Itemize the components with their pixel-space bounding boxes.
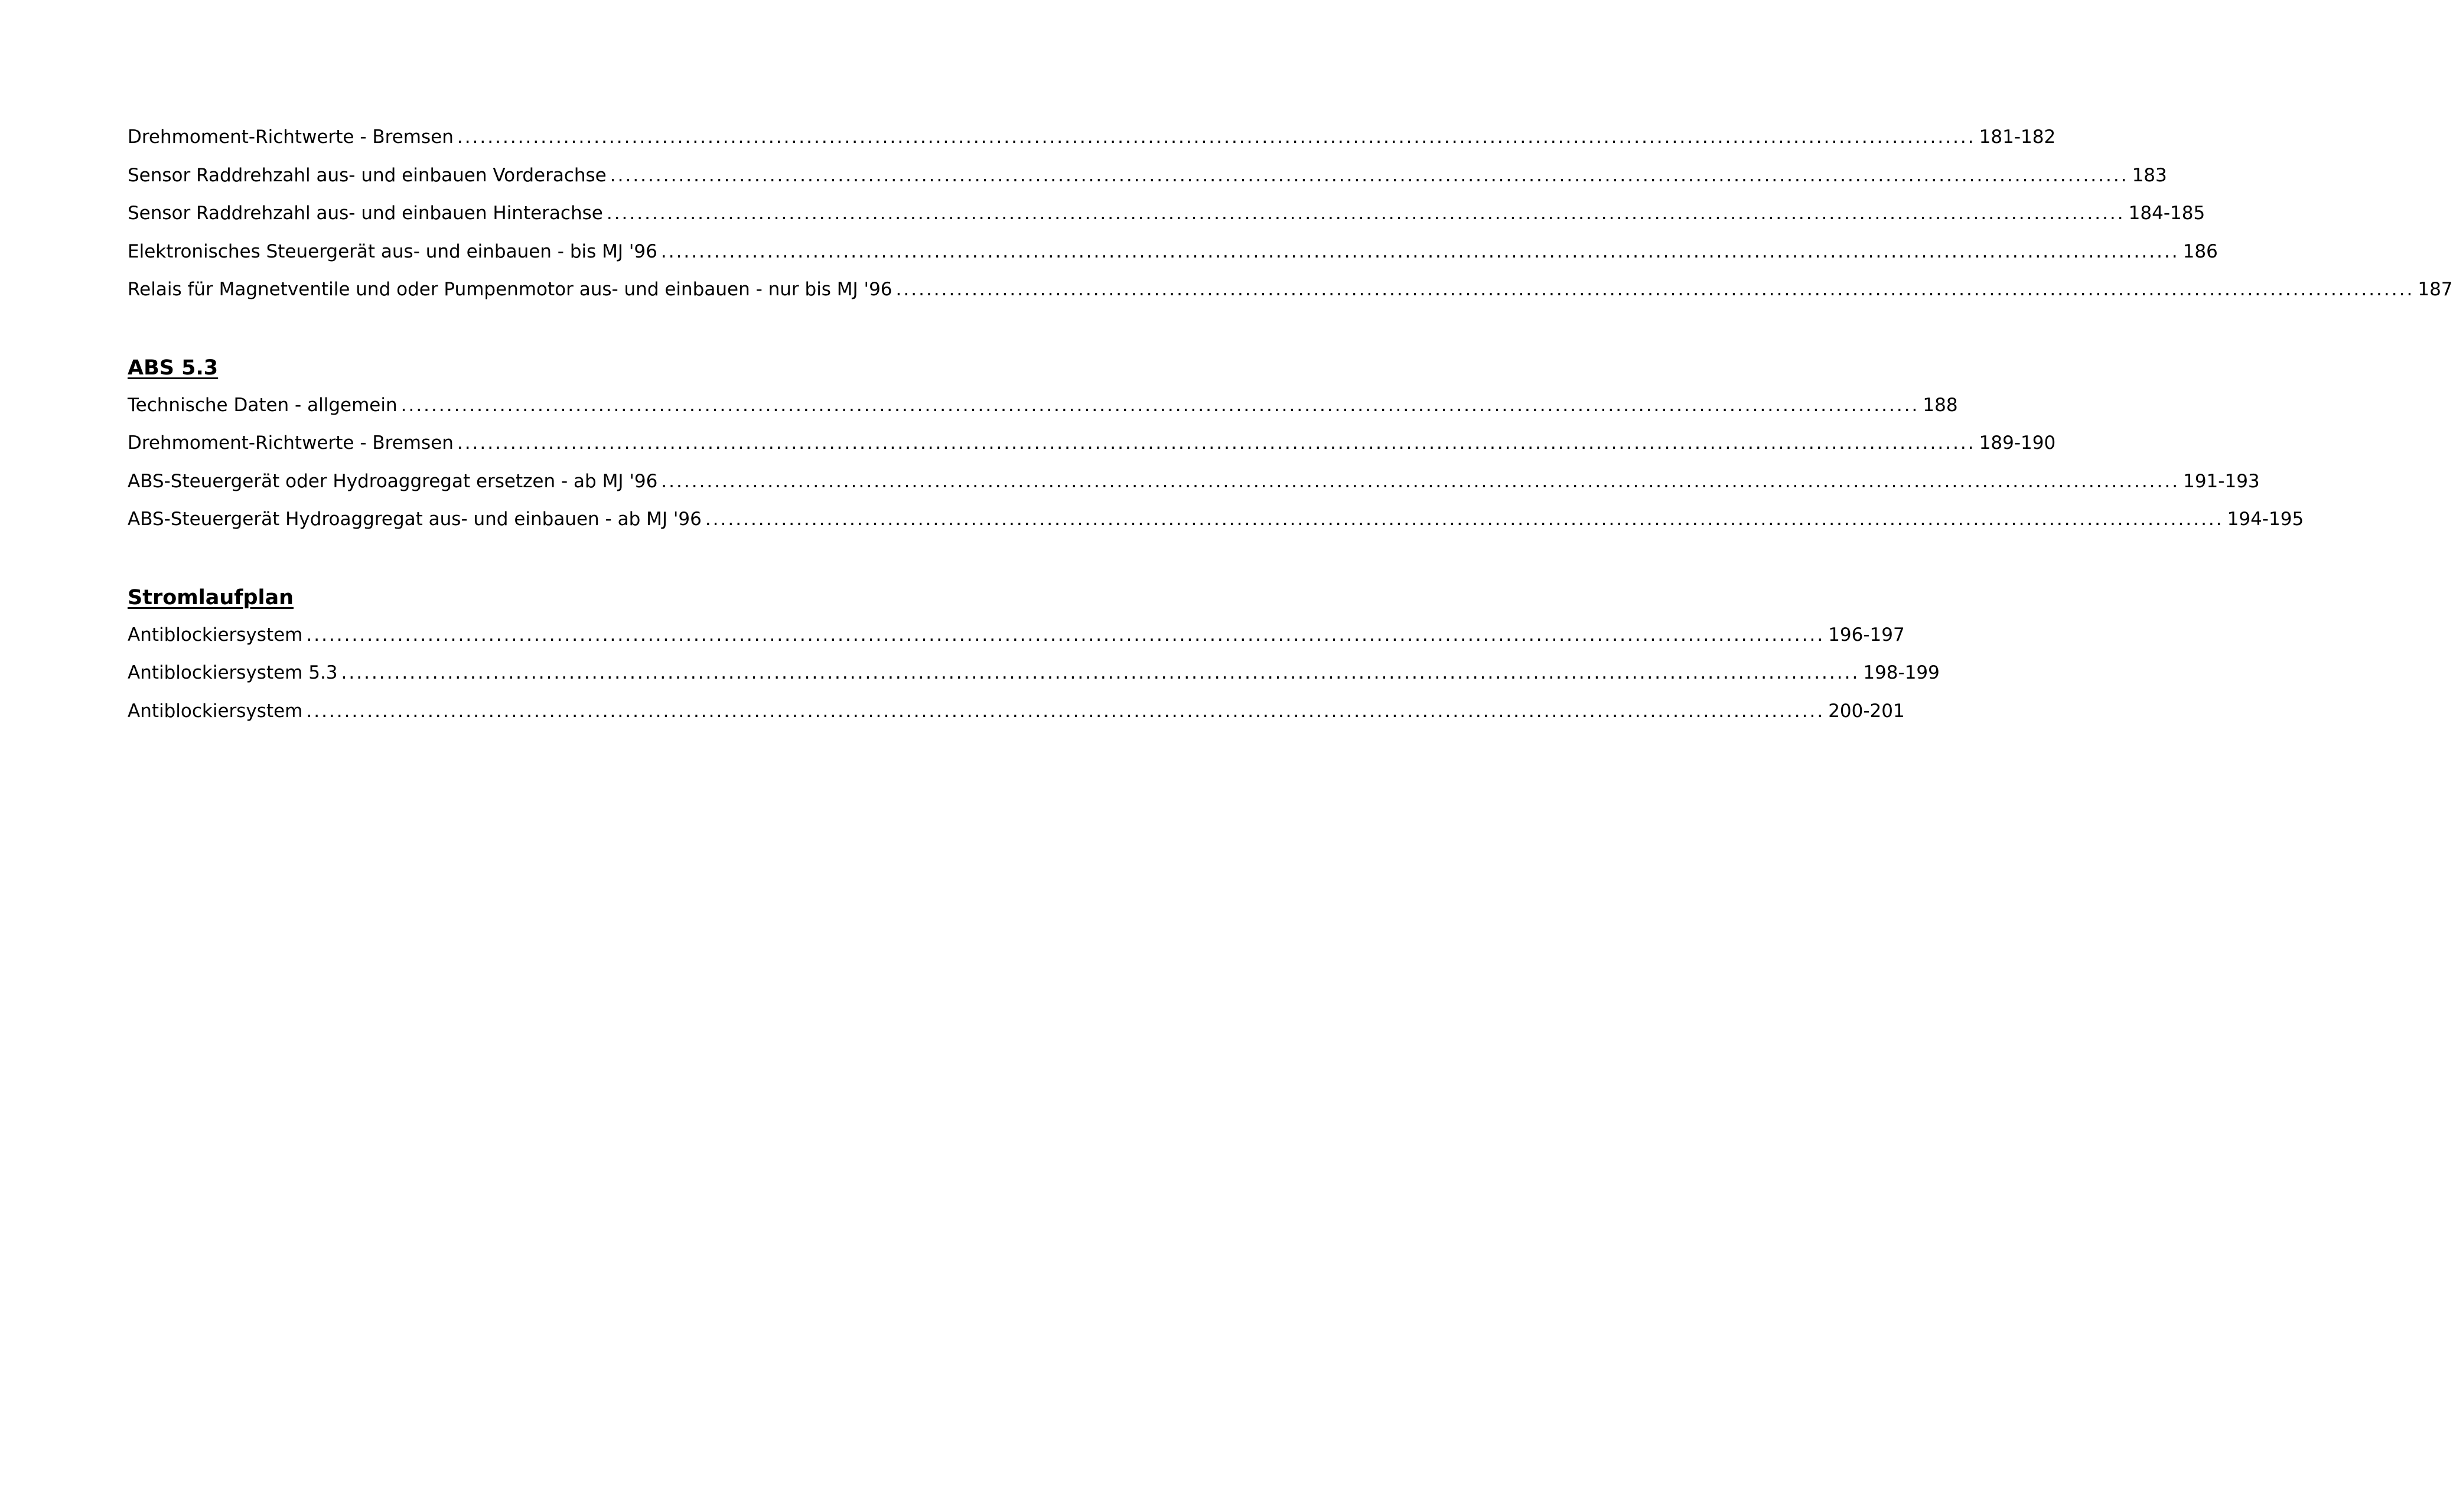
- leader-dots: ........................................................................................................................................................................................................: [705, 509, 2224, 530]
- toc-entry-page: 189-190: [1979, 432, 2056, 454]
- table-of-contents: [128, 124, 2453, 736]
- toc-entry-title: Elektronisches Steuergerät aus- und einbauen - bis MJ '96: [128, 240, 657, 262]
- toc-entry-page: 187: [2418, 279, 2453, 300]
- toc-entry[interactable]: [128, 124, 2056, 162]
- toc-entry[interactable]: [128, 200, 2206, 239]
- toc-entry[interactable]: [128, 276, 2453, 315]
- toc-entry[interactable]: [128, 698, 1905, 737]
- toc-entry-page: 198-199: [1863, 662, 1940, 683]
- toc-entry-page: 186: [2182, 240, 2218, 262]
- toc-entry-page: 191-193: [2183, 470, 2260, 492]
- toc-entry-title: Relais für Magnetventile und oder Pumpenmotor aus- und einbauen - nur bis MJ '96: [128, 279, 892, 300]
- toc-entry-page: 200-201: [1828, 700, 1905, 722]
- toc-entry[interactable]: [128, 506, 2304, 545]
- leader-dots: ........................................................................................................................................................................................................: [610, 164, 2129, 186]
- toc-entry[interactable]: [128, 622, 1905, 660]
- toc-entry-title: Antiblockiersystem: [128, 700, 303, 722]
- toc-section-stromlaufplan: [128, 583, 1940, 737]
- leader-dots: ........................................................................................................................................................................................................: [306, 624, 1825, 646]
- toc-entry-page: 181-182: [1979, 126, 2056, 148]
- toc-entry[interactable]: [128, 239, 2218, 277]
- leader-dots: ........................................................................................................................................................................................................: [660, 240, 2180, 262]
- toc-entry-title: Sensor Raddrehzahl aus- und einbauen Vorderachse: [128, 164, 607, 186]
- toc-entry-page: 184-185: [2128, 203, 2206, 224]
- leader-dots: ........................................................................................................................................................................................................: [895, 279, 2415, 300]
- section-spacer: [128, 315, 945, 353]
- leader-dots: ........................................................................................................................................................................................................: [457, 432, 1976, 454]
- toc-section-continued: [128, 124, 2453, 315]
- leader-dots: ........................................................................................................................................................................................................: [341, 662, 1860, 683]
- toc-entry[interactable]: [128, 392, 1958, 431]
- toc-entry[interactable]: [128, 468, 2260, 507]
- toc-entry-title: ABS-Steuergerät oder Hydroaggregat ersetzen - ab MJ '96: [128, 470, 658, 492]
- toc-entry[interactable]: [128, 162, 2167, 201]
- section-spacer: [128, 545, 945, 583]
- leader-dots: ........................................................................................................................................................................................................: [457, 126, 1976, 148]
- toc-entry-title: ABS-Steuergerät Hydroaggregat aus- und einbauen - ab MJ '96: [128, 509, 702, 530]
- leader-dots: ........................................................................................................................................................................................................: [606, 203, 2125, 224]
- toc-entry-title: Technische Daten - allgemein: [128, 394, 398, 416]
- toc-entry-title: Drehmoment-Richtwerte - Bremsen: [128, 126, 454, 148]
- toc-entry-page: 196-197: [1828, 624, 1905, 646]
- toc-section-abs-5-3: [128, 353, 2304, 545]
- leader-dots: ........................................................................................................................................................................................................: [661, 470, 2180, 492]
- section-heading: Stromlaufplan: [128, 585, 294, 610]
- toc-entry-page: 188: [1923, 394, 1958, 416]
- toc-entry-page: 194-195: [2227, 509, 2304, 530]
- toc-entry[interactable]: [128, 430, 2056, 468]
- toc-entry[interactable]: [128, 660, 1940, 698]
- leader-dots: ........................................................................................................................................................................................................: [306, 700, 1825, 722]
- leader-dots: ........................................................................................................................................................................................................: [400, 394, 1920, 416]
- section-heading: ABS 5.3: [128, 356, 219, 380]
- toc-entry-page: 183: [2132, 164, 2167, 186]
- toc-entry-title: Drehmoment-Richtwerte - Bremsen: [128, 432, 454, 454]
- toc-entry-title: Antiblockiersystem: [128, 624, 303, 646]
- toc-entry-title: Antiblockiersystem 5.3: [128, 662, 338, 683]
- toc-entry-title: Sensor Raddrehzahl aus- und einbauen Hinterachse: [128, 203, 603, 224]
